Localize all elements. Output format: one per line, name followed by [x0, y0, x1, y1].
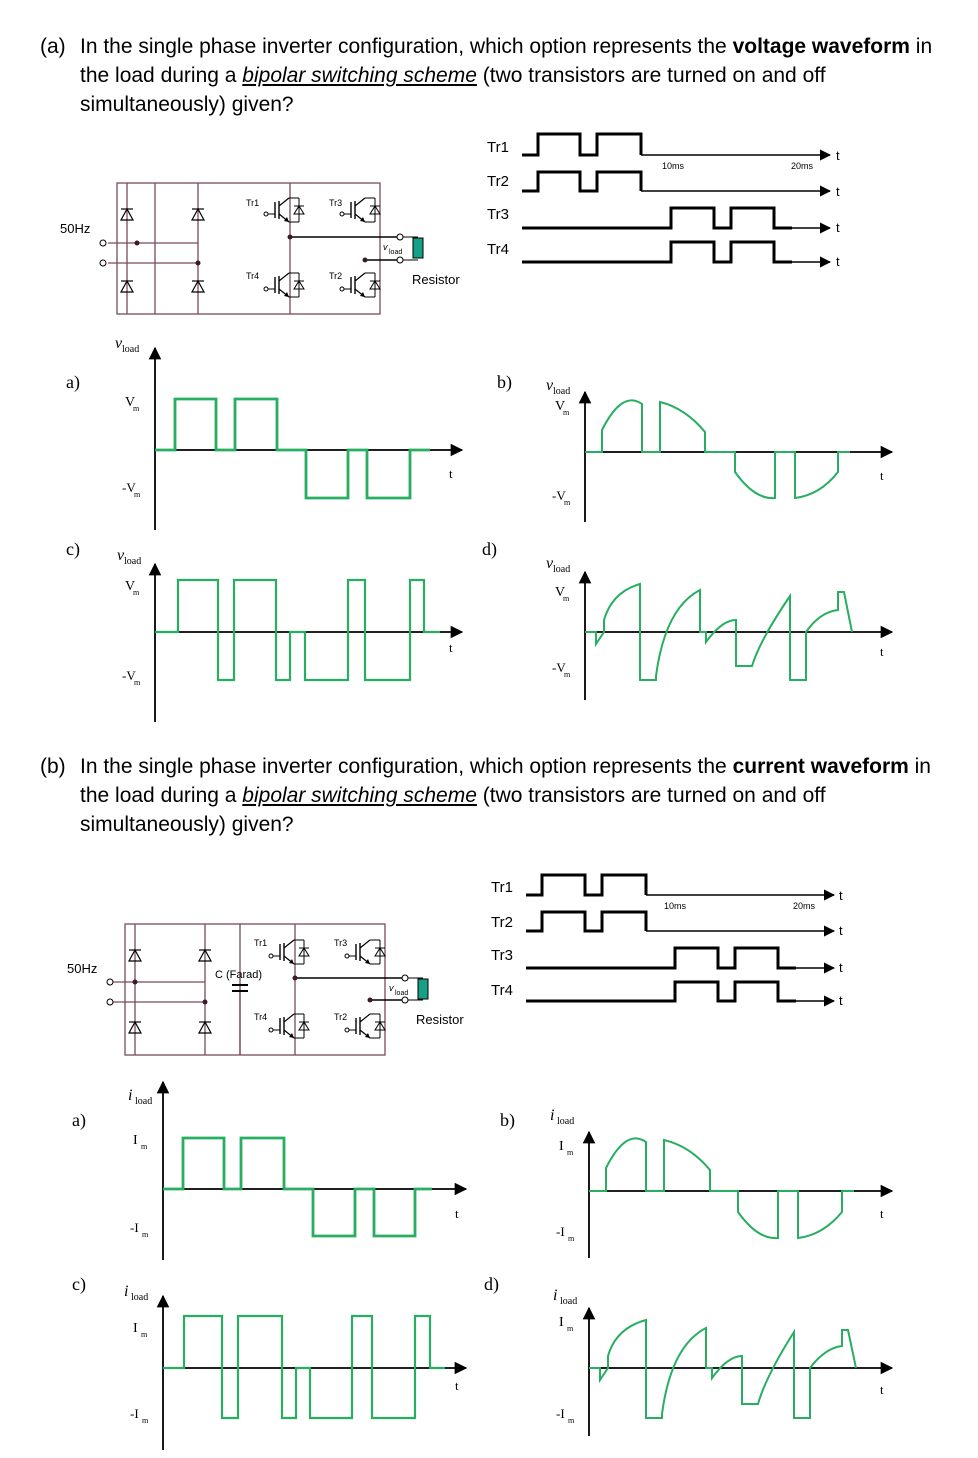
transistor-icon — [345, 1014, 385, 1038]
waveform-b-d — [589, 1320, 856, 1418]
current-option-a-x-label: t — [455, 1206, 459, 1221]
timing-b-tr3: Tr3 — [491, 947, 513, 964]
circuit-a-tr1: Tr1 — [246, 198, 260, 208]
waveform-b-a — [163, 1138, 432, 1236]
timing-a-10ms: 10ms — [662, 161, 685, 171]
circuit-b-tr3: Tr3 — [334, 938, 348, 948]
circuit-b-source: 50Hz — [67, 961, 98, 976]
svg-text:t: t — [839, 993, 843, 1008]
waveforms-b — [163, 1138, 856, 1418]
transistor-icon — [340, 273, 380, 297]
voltage-option-a-max-sub: m — [133, 404, 140, 413]
voltage-option-d-max-label: V — [555, 585, 566, 600]
current-option-d-max-sub: m — [567, 1324, 574, 1333]
option-axes — [66, 335, 892, 1450]
current-option-c-y-subscript: load — [131, 1292, 149, 1303]
svg-text:t: t — [836, 254, 840, 269]
transistor-icon — [345, 940, 385, 964]
question-b-emphasis: current waveform — [732, 755, 909, 778]
voltage-option-b-min-label: -V — [552, 488, 566, 503]
circuit-a-source: 50Hz — [60, 221, 91, 236]
current-option-d-min-sub: m — [568, 1416, 575, 1425]
circuit-a-tr2: Tr2 — [329, 271, 343, 281]
voltage-option-c-label: c) — [66, 539, 80, 559]
question-b-text: In the single phase inverter configuration, which option represents the current waveform in the load during a bipolar switching scheme (two transistors are turned on and off simultaneously) given? — [80, 755, 931, 836]
current-option-a-max-sub: m — [141, 1142, 148, 1151]
voltage-option-d-min-sub: m — [564, 670, 571, 679]
voltage-option-b-x-label: t — [880, 468, 884, 483]
current-option-a-y-subscript: load — [135, 1096, 153, 1107]
timing-a-tr4: Tr4 — [487, 241, 509, 258]
timing-a-tr3: Tr3 — [487, 206, 509, 223]
svg-text:t: t — [836, 148, 840, 163]
timing-b-tr4: Tr4 — [491, 982, 513, 999]
current-option-a-label: a) — [72, 1110, 86, 1130]
question-a-emphasis: voltage waveform — [732, 35, 910, 58]
svg-text:t: t — [836, 220, 840, 235]
current-option-d-min-label: -I — [556, 1406, 565, 1421]
svg-text:t: t — [836, 184, 840, 199]
circuit-b-tr4: Tr4 — [254, 1012, 268, 1022]
voltage-option-a-min-label: -V — [122, 480, 136, 495]
current-option-c-y-symbol: i — [124, 1283, 129, 1300]
current-option-b-max-sub: m — [567, 1148, 574, 1157]
waveform-b-c — [163, 1316, 445, 1418]
current-option-b-y-symbol: i — [550, 1107, 555, 1124]
voltage-option-a-x-label: t — [449, 466, 453, 481]
voltage-option-d-label: d) — [482, 539, 497, 559]
current-option-a-y-symbol: i — [128, 1087, 133, 1104]
current-option-c-label: c) — [72, 1274, 86, 1294]
circuit-b-tr1: Tr1 — [254, 938, 268, 948]
waveforms-a — [155, 399, 852, 680]
voltage-option-c-max-sub: m — [133, 588, 140, 597]
question-a-text: In the single phase inverter configuration, which option represents the voltage waveform in the load during a bipolar switching scheme (two transistors are turned on and off simultaneously) given? — [80, 35, 933, 116]
voltage-option-c-max-label: V — [125, 579, 136, 594]
current-option-c-max-label: I — [133, 1321, 138, 1336]
voltage-option-a-y-subscript: load — [122, 344, 140, 355]
timing-diagram-a — [487, 134, 840, 269]
svg-text:t: t — [839, 923, 843, 938]
circuit-b-capacitor: C (Farad) — [215, 969, 263, 981]
question-a-label: (a) — [40, 35, 66, 58]
voltage-option-d-y-subscript: load — [553, 564, 571, 575]
waveform-b-b — [589, 1138, 854, 1238]
circuit-a-tr3: Tr3 — [329, 198, 343, 208]
voltage-option-c-min-label: -V — [122, 668, 136, 683]
timing-b-tr1: Tr1 — [491, 879, 513, 896]
current-option-d-x-label: t — [880, 1382, 884, 1397]
voltage-option-c-x-label: t — [449, 640, 453, 655]
svg-text:v: v — [389, 983, 394, 993]
circuit-a-resistor-label: Resistor — [412, 272, 460, 287]
timing-a-20ms: 20ms — [791, 161, 814, 171]
timing-diagram-b — [491, 875, 843, 1008]
current-option-c-min-label: -I — [130, 1406, 139, 1421]
timing-a-tr1: Tr1 — [487, 139, 509, 156]
resistor-a — [413, 238, 423, 258]
current-option-b-max-label: I — [559, 1139, 564, 1154]
voltage-option-d-max-sub: m — [563, 594, 570, 603]
voltage-option-d-x-label: t — [880, 644, 884, 659]
current-option-c-max-sub: m — [141, 1330, 148, 1339]
transistor-icon — [264, 198, 304, 222]
current-option-b-min-label: -I — [556, 1224, 565, 1239]
voltage-option-b-min-sub: m — [564, 498, 571, 507]
question-b-label: (b) — [40, 755, 66, 778]
current-option-c-min-sub: m — [142, 1416, 149, 1425]
waveform-a-b — [585, 400, 850, 498]
circuit-a-tr4: Tr4 — [246, 271, 260, 281]
resistor-b — [418, 979, 428, 999]
voltage-option-a-max-label: V — [125, 395, 136, 410]
svg-text:v: v — [383, 242, 388, 252]
transistor-icon — [269, 1014, 309, 1038]
timing-b-10ms: 10ms — [664, 901, 687, 911]
svg-text:t: t — [839, 888, 843, 903]
voltage-option-b-y-symbol: v — [546, 377, 554, 394]
current-option-b-label: b) — [500, 1110, 515, 1130]
current-option-d-label: d) — [484, 1274, 499, 1294]
svg-text:load: load — [395, 990, 409, 997]
circuit-b-resistor-label: Resistor — [416, 1012, 464, 1027]
question-b-scheme: bipolar switching scheme — [242, 784, 477, 807]
waveform-a-c — [155, 580, 440, 680]
voltage-option-b-y-subscript: load — [553, 386, 571, 397]
voltage-option-c-y-symbol: v — [117, 547, 125, 564]
current-option-b-y-subscript: load — [557, 1116, 575, 1127]
question-a-scheme: bipolar switching scheme — [242, 64, 477, 87]
waveform-a-a — [155, 399, 430, 498]
current-option-d-max-label: I — [559, 1315, 564, 1330]
circuit-b — [67, 924, 464, 1055]
circuit-b-tr2: Tr2 — [334, 1012, 348, 1022]
transistor-icon — [269, 940, 309, 964]
current-option-b-min-sub: m — [568, 1234, 575, 1243]
current-option-a-min-label: -I — [130, 1220, 139, 1235]
current-option-d-y-subscript: load — [560, 1296, 578, 1307]
transistor-icon — [340, 198, 380, 222]
voltage-option-c-y-subscript: load — [124, 556, 142, 567]
voltage-option-b-max-sub: m — [563, 408, 570, 417]
voltage-option-d-y-symbol: v — [546, 555, 554, 572]
current-option-a-max-label: I — [133, 1133, 138, 1148]
voltage-option-d-min-label: -V — [552, 660, 566, 675]
voltage-option-a-y-symbol: v — [115, 335, 123, 352]
current-option-b-x-label: t — [880, 1206, 884, 1221]
voltage-option-b-max-label: V — [555, 399, 566, 414]
timing-a-tr2: Tr2 — [487, 173, 509, 190]
voltage-option-a-min-sub: m — [134, 490, 141, 499]
voltage-option-a-label: a) — [66, 372, 80, 392]
timing-b-tr2: Tr2 — [491, 914, 513, 931]
current-option-c-x-label: t — [455, 1378, 459, 1393]
timing-b-20ms: 20ms — [793, 901, 816, 911]
voltage-option-c-min-sub: m — [134, 678, 141, 687]
current-option-a-min-sub: m — [142, 1230, 149, 1239]
voltage-option-b-label: b) — [497, 372, 512, 392]
svg-text:load: load — [389, 249, 403, 256]
svg-text:t: t — [839, 960, 843, 975]
transistor-icon — [264, 273, 304, 297]
current-option-d-y-symbol: i — [553, 1287, 558, 1304]
circuit-a — [60, 183, 460, 314]
